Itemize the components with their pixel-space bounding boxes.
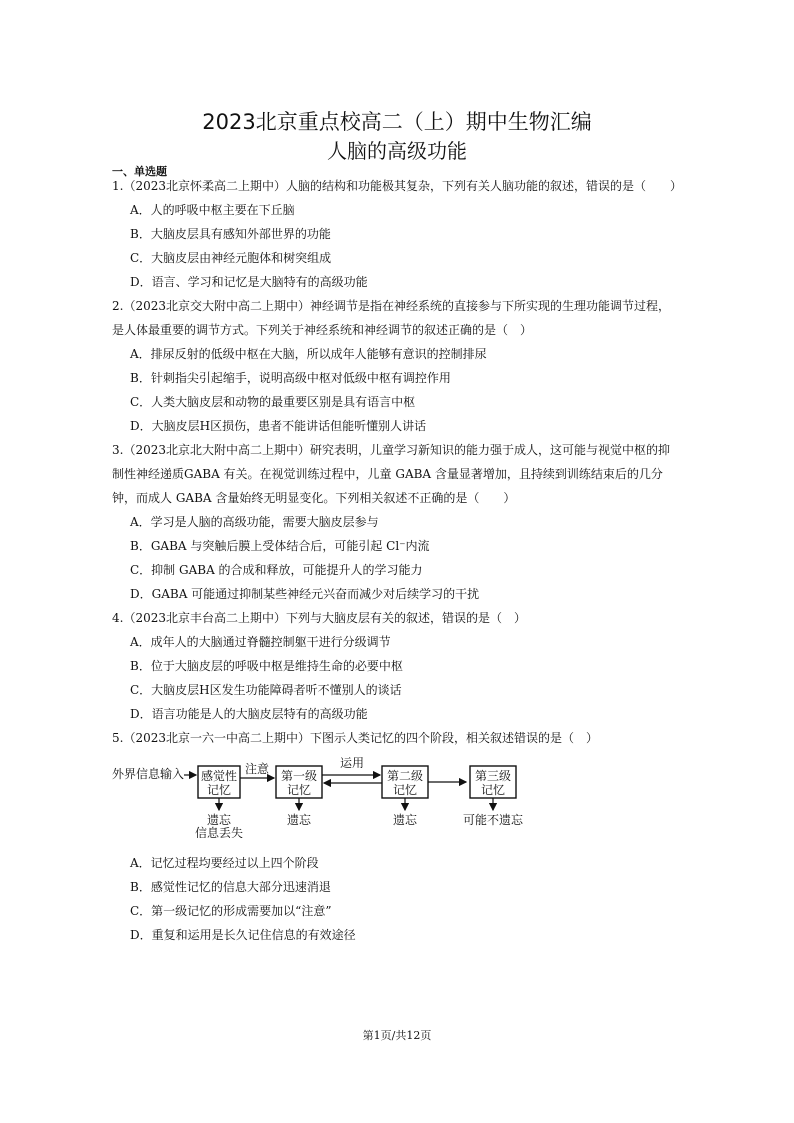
question-3-option-c: C．抑制 GABA 的合成和释放，可能提升人的学习能力 [130,563,423,577]
sensory-memory-label-1: 感觉性 [200,769,238,783]
question-3-stem-line-1: 3.（2023北京北大附中高二上期中）研究表明，儿童学习新知识的能力强于成人，这可能与视觉中枢的抑 [112,443,670,457]
question-4-option-a: A．成年人的大脑通过脊髓控制躯干进行分级调节 [130,635,391,649]
question-5-option-b: B．感觉性记忆的信息大部分迅速消退 [130,880,331,894]
question-4-option-b: B．位于大脑皮层的呼吸中枢是维持生命的必要中枢 [130,659,403,673]
page-number: 第1页/共12页 [362,1029,432,1042]
question-3-stem-line-2: 制性神经递质GABA 有关。在视觉训练过程中，儿童 GABA 含量显著增加，且持续到训练结束后的几分 [112,467,663,481]
question-2-option-c: C．人类大脑皮层和动物的最重要区别是具有语言中枢 [130,395,416,409]
question-2-option-a: A．排尿反射的低级中枢在大脑，所以成年人能够有意识的控制排尿 [130,347,487,361]
question-3-stem-line-3: 钟，而成人 GABA 含量始终无明显变化。下列相关叙述不正确的是（ ） [112,491,516,505]
memory-stage-diagram [108,754,538,838]
second-level-memory-label-1: 第二级 [386,769,424,783]
section-heading: 一、单选题 [112,165,167,178]
question-1-option-c: C．大脑皮层由神经元胞体和树突组成 [130,251,332,265]
input-label: 外界信息输入 [112,767,185,781]
question-2-option-b: B．针刺指尖引起缩手，说明高级中枢对低级中枢有调控作用 [130,371,451,385]
forget-label-3: 遗忘 [392,813,418,827]
question-2-stem-line-2: 是人体最重要的调节方式。下列关于神经系统和神经调节的叙述正确的是（ ） [112,323,533,337]
attention-label: 注意 [245,762,270,776]
question-3-option-b: B．GABA 与突触后膜上受体结合后，可能引起 Cl⁻内流 [130,539,430,553]
third-level-memory-label-1: 第三级 [474,769,512,783]
question-3-option-a: A．学习是人脑的高级功能，需要大脑皮层参与 [130,515,379,529]
sensory-memory-label-2: 记忆 [206,783,232,797]
question-2-option-d: D．大脑皮层H区损伤，患者不能讲话但能听懂别人讲话 [130,419,427,433]
third-level-memory-label-2: 记忆 [480,783,506,797]
document-title: 2023北京重点校高二（上）期中生物汇编 [202,110,592,134]
question-3-option-d: D．GABA 可能通过抑制某些神经元兴奋而减少对后续学习的干扰 [130,587,480,601]
question-5-stem: 5.（2023北京一六一中高二上期中）下图示人类记忆的四个阶段，相关叙述错误的是（ ） [112,731,598,745]
use-label: 运用 [340,756,365,770]
question-1-option-a: A．人的呼吸中枢主要在下丘脑 [130,203,295,217]
question-4-option-c: C．大脑皮层H区发生功能障碍者听不懂别人的谈话 [130,683,402,697]
first-level-memory-label-1: 第一级 [280,769,318,783]
forget-label-2: 遗忘 [286,813,312,827]
question-1-option-d: D．语言、学习和记忆是大脑特有的高级功能 [130,275,368,289]
second-level-memory-label-2: 记忆 [392,783,418,797]
question-2-stem-line-1: 2.（2023北京交大附中高二上期中）神经调节是指在神经系统的直接参与下所实现的生理功能调节过程， [112,299,670,313]
may-not-forget-label: 可能不遗忘 [462,813,524,827]
question-5-option-d: D．重复和运用是长久记住信息的有效途径 [130,928,356,942]
question-1-stem: 1.（2023北京怀柔高二上期中）人脑的结构和功能极其复杂，下列有关人脑功能的叙述，错误的是（ ） [112,179,682,193]
question-5-option-c: C．第一级记忆的形成需要加以“注意” [130,904,332,918]
first-level-memory-label-2: 记忆 [286,783,312,797]
info-lost-label: 信息丢失 [194,826,244,838]
forget-label-1: 遗忘 [206,813,232,827]
question-4-stem: 4.（2023北京丰台高二上期中）下列与大脑皮层有关的叙述，错误的是（ ） [112,611,526,625]
question-1-option-b: B．大脑皮层具有感知外部世界的功能 [130,227,331,241]
question-5-option-a: A．记忆过程均要经过以上四个阶段 [130,856,319,870]
question-4-option-d: D．语言功能是人的大脑皮层特有的高级功能 [130,707,368,721]
document-subtitle: 人脑的高级功能 [327,139,467,163]
